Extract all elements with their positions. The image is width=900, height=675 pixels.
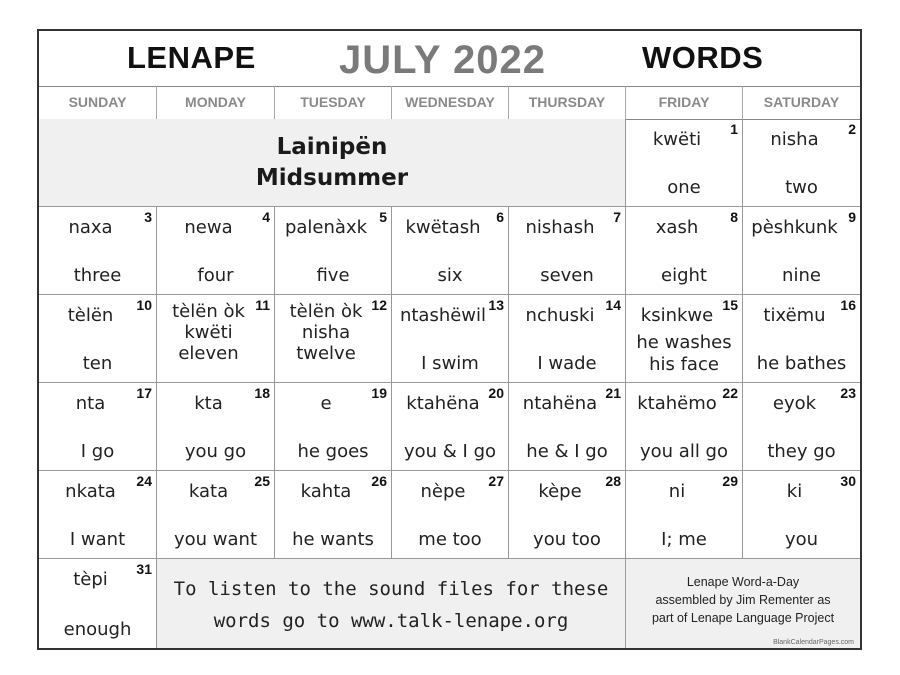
english-word: eight	[661, 265, 707, 286]
weekday-monday: MONDAY	[157, 86, 275, 119]
english-word: twelve	[296, 343, 356, 364]
day-number: 10	[136, 297, 152, 313]
lenape-word: kta	[194, 393, 223, 414]
day-cell	[509, 471, 626, 559]
credit-text	[626, 573, 860, 627]
lenape-word: nkata	[65, 481, 116, 502]
day-number: 9	[848, 209, 856, 225]
weekday-saturday: SATURDAY	[763, 94, 840, 110]
day-cell	[626, 119, 743, 207]
day-cell	[509, 383, 626, 471]
english-word: you all go	[640, 441, 728, 462]
title-lenape: LENAPE	[127, 40, 256, 75]
lenape-word: pèshkunk	[751, 217, 838, 238]
english-word: eleven	[178, 343, 239, 364]
lenape-word: ntahëna	[522, 393, 598, 414]
day-number: 11	[255, 297, 270, 313]
title-bar	[39, 31, 860, 87]
weekday-header-row	[39, 86, 860, 120]
day-number: 19	[371, 385, 387, 401]
feature-cell	[39, 119, 626, 207]
lenape-word: naxa	[68, 217, 113, 238]
lenape-word: kwëtash	[405, 217, 481, 238]
lenape-word: tixëmu	[763, 305, 826, 326]
lenape-word: kahta	[300, 481, 352, 502]
day-number: 3	[144, 209, 152, 225]
day-number: 23	[840, 385, 856, 401]
weekday-thursday: THURSDAY	[509, 86, 626, 119]
day-number: 30	[840, 473, 856, 489]
credit-line-1: Lenape Word-a-Day	[686, 575, 800, 589]
english-line-2: his face	[649, 354, 719, 375]
lenape-line-2: nisha	[301, 322, 351, 343]
lenape-word: kata	[188, 481, 229, 502]
english-word: you	[784, 529, 819, 550]
day-number: 17	[136, 385, 152, 401]
day-cell	[392, 207, 509, 295]
english-word: I want	[69, 529, 126, 550]
lenape-word: nishash	[525, 217, 595, 238]
english-word: one	[667, 177, 701, 198]
english-word: three	[73, 265, 122, 286]
day-number: 25	[254, 473, 270, 489]
english-word: he wants	[292, 529, 374, 550]
feature-title	[39, 132, 625, 194]
watermark: BlankCalendarPages.com	[773, 639, 854, 646]
lenape-line-2: kwëti	[184, 322, 233, 343]
lenape-word: ki	[786, 481, 803, 502]
day-number: 22	[722, 385, 738, 401]
lenape-word: palenàxk	[284, 217, 368, 238]
day-cell	[275, 207, 392, 295]
english-word: you go	[184, 441, 247, 462]
lenape-line-1: tèlën òk	[289, 301, 363, 322]
credit-line-2: assembled by Jim Rementer as	[655, 593, 831, 607]
weekday-friday: FRIDAY	[626, 86, 743, 119]
footer-line-2: words go to www.talk-lenape.org	[213, 610, 569, 632]
english-word: he goes	[297, 441, 369, 462]
day-number: 13	[488, 297, 504, 313]
day-number: 5	[379, 209, 387, 225]
english-word: he bathes	[756, 353, 847, 374]
day-cell	[392, 471, 509, 559]
day-number: 14	[605, 297, 621, 313]
lenape-word: ntashëwil	[399, 305, 487, 326]
english-word: two	[785, 177, 818, 198]
english-word	[626, 332, 742, 376]
english-word: you & I go	[403, 441, 497, 462]
lenape-word: tèlën	[67, 305, 114, 326]
day-number: 20	[488, 385, 504, 401]
lenape-word: e	[320, 393, 332, 414]
footer-message-cell	[157, 559, 626, 648]
day-cell	[743, 207, 860, 295]
lenape-word: nisha	[770, 129, 819, 150]
lenape-word: ktahëmo	[637, 393, 717, 414]
day-number: 15	[722, 297, 738, 313]
feature-lenape: Lainipën	[276, 134, 388, 160]
english-word: I go	[80, 441, 115, 462]
lenape-word: ksinkwe	[640, 305, 714, 326]
day-number: 24	[136, 473, 152, 489]
day-cell	[743, 471, 860, 559]
english-word: ten	[82, 353, 113, 374]
english-line-1: he washes	[636, 332, 732, 353]
day-cell	[392, 383, 509, 471]
lenape-line-1: tèlën òk	[172, 301, 245, 322]
day-cell	[39, 471, 157, 559]
day-cell	[626, 295, 743, 383]
day-number: 6	[496, 209, 504, 225]
day-number: 8	[730, 209, 738, 225]
lenape-word: xash	[655, 217, 699, 238]
lenape-word: kwëti	[652, 129, 702, 150]
lenape-word: ktahëna	[406, 393, 480, 414]
lenape-word: nchuski	[525, 305, 595, 326]
english-word: six	[437, 265, 463, 286]
day-cell	[743, 119, 860, 207]
english-word: seven	[540, 265, 594, 286]
day-cell	[626, 471, 743, 559]
day-number: 12	[371, 297, 387, 313]
day-number: 16	[840, 297, 856, 313]
weekday-wednesday: WEDNESDAY	[392, 86, 509, 119]
day-cell	[39, 559, 157, 648]
day-cell	[743, 295, 860, 383]
lenape-word: nta	[75, 393, 106, 414]
credit-cell	[626, 559, 860, 648]
day-number: 31	[136, 561, 152, 577]
day-number: 29	[722, 473, 738, 489]
lenape-word: ni	[668, 481, 686, 502]
english-word: me too	[418, 529, 482, 550]
weekday-sunday: SUNDAY	[39, 86, 157, 119]
day-cell	[39, 295, 157, 383]
day-number: 21	[605, 385, 621, 401]
day-cell	[509, 207, 626, 295]
day-number: 4	[262, 209, 270, 225]
day-cell	[509, 295, 626, 383]
weekday-tuesday: TUESDAY	[275, 86, 392, 119]
day-number: 27	[488, 473, 504, 489]
english-word: I swim	[421, 353, 479, 374]
day-number: 26	[371, 473, 387, 489]
day-cell	[39, 207, 157, 295]
english-word: I; me	[661, 529, 707, 550]
lenape-word: tèpi	[73, 569, 108, 590]
day-number: 28	[605, 473, 621, 489]
english-word: they go	[767, 441, 836, 462]
day-number: 1	[730, 121, 738, 137]
day-number: 18	[254, 385, 270, 401]
day-number: 2	[848, 121, 856, 137]
credit-line-3: part of Lenape Language Project	[651, 611, 835, 625]
english-word: you too	[533, 529, 601, 550]
title-words: WORDS	[642, 40, 764, 75]
lenape-word: eyok	[772, 393, 817, 414]
day-cell	[157, 471, 275, 559]
feature-english: Midsummer	[255, 165, 409, 191]
lenape-word: nèpe	[420, 481, 466, 502]
footer-line-1: To listen to the sound files for these	[173, 578, 609, 600]
english-word: enough	[63, 619, 132, 640]
english-word: you want	[173, 529, 257, 550]
day-cell	[39, 383, 157, 471]
english-word: he & I go	[526, 441, 608, 462]
day-cell	[626, 383, 743, 471]
day-cell	[157, 383, 275, 471]
title-month: JULY 2022	[339, 38, 546, 82]
calendar	[37, 29, 862, 650]
day-number: 7	[613, 209, 621, 225]
footer-message	[157, 573, 625, 637]
english-word: nine	[782, 265, 821, 286]
lenape-word	[157, 301, 260, 364]
english-word: five	[316, 265, 350, 286]
day-cell	[157, 295, 275, 383]
day-cell	[743, 383, 860, 471]
day-cell	[275, 295, 392, 383]
day-cell	[392, 295, 509, 383]
english-word: four	[197, 265, 234, 286]
english-word: I wade	[537, 353, 597, 374]
lenape-word	[275, 301, 377, 364]
day-cell	[275, 383, 392, 471]
calendar-grid	[39, 119, 860, 648]
day-cell	[626, 207, 743, 295]
day-cell	[157, 207, 275, 295]
lenape-word: kèpe	[538, 481, 582, 502]
lenape-word: newa	[184, 217, 233, 238]
day-cell	[275, 471, 392, 559]
